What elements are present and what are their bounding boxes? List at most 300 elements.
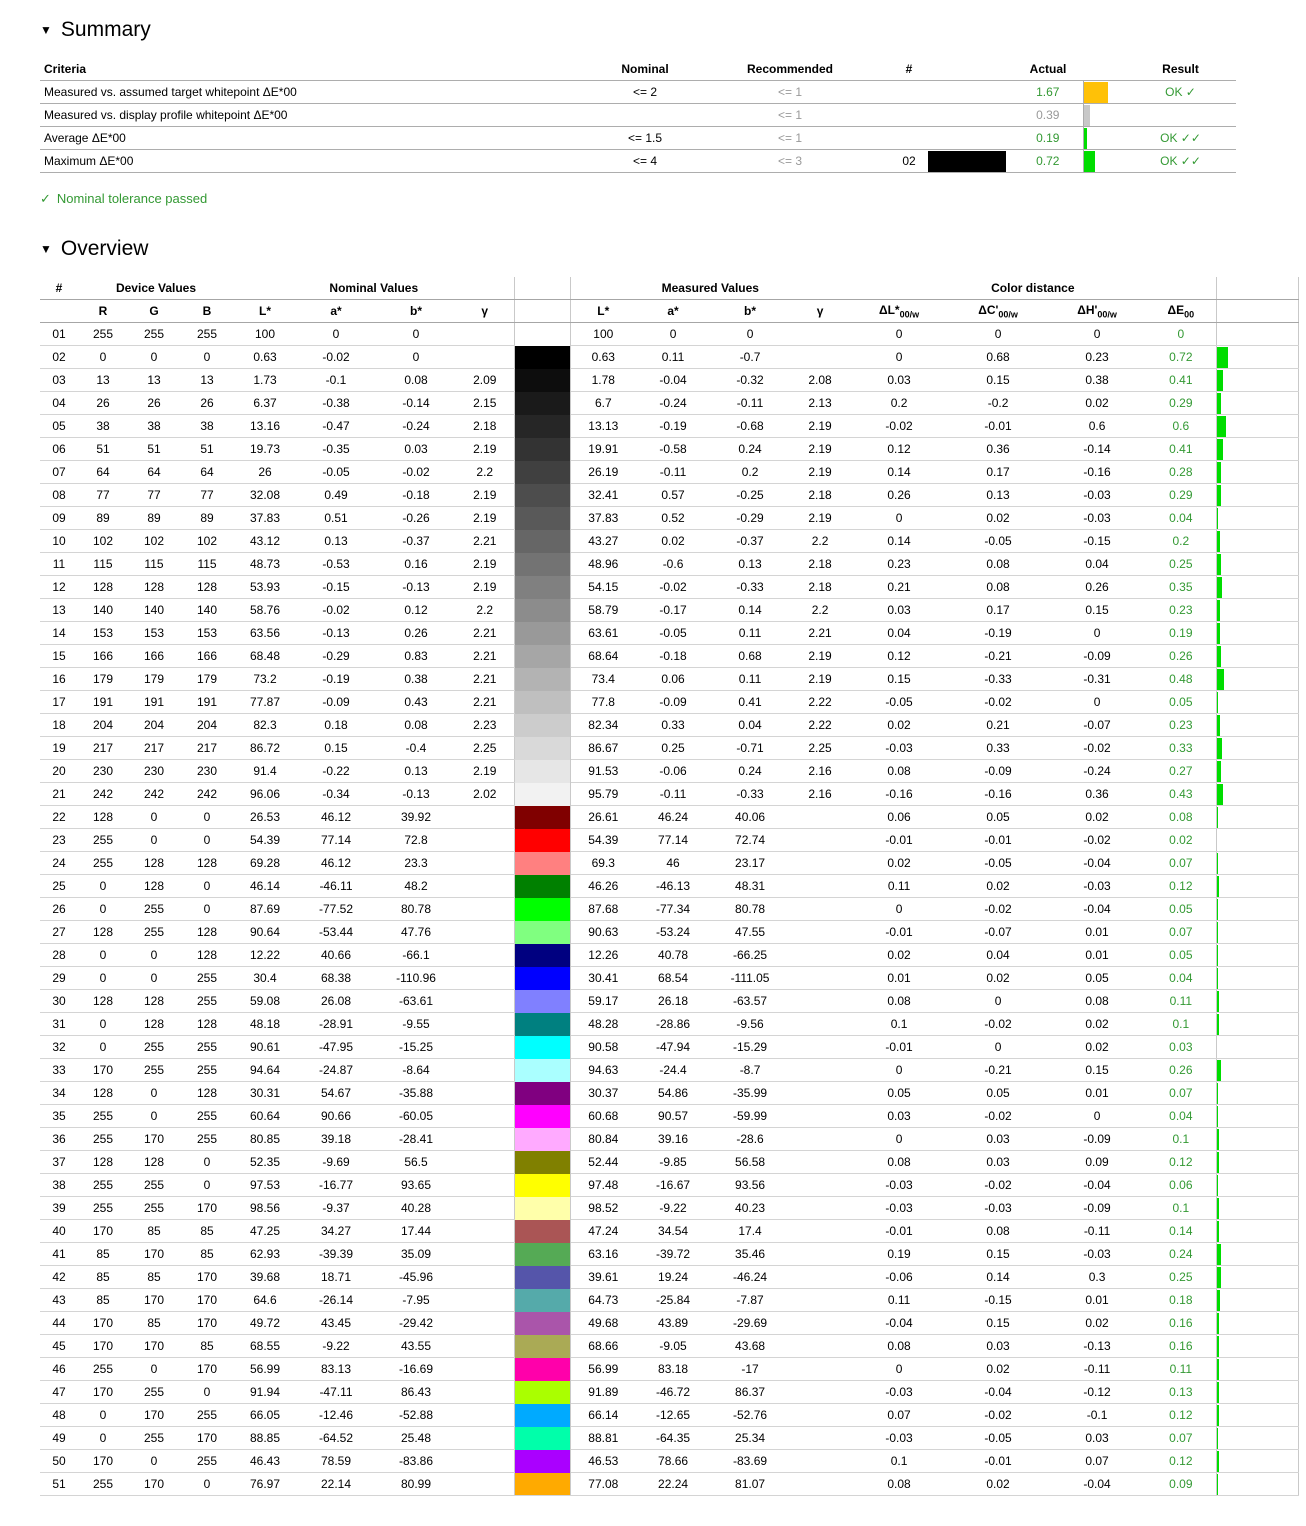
measured-gamma: 2.13 [790, 392, 850, 415]
delta-h: 0.02 [1048, 806, 1146, 829]
patch-row-02[interactable] [40, 346, 1298, 369]
device-r: 26 [78, 392, 128, 415]
delta-e-bar [1217, 692, 1218, 713]
measured-gamma [790, 323, 850, 346]
nominal-gamma [456, 852, 514, 875]
nominal-l: 48.18 [234, 1013, 296, 1036]
col-group-bar-spacer [1216, 277, 1298, 300]
device-g: 0 [128, 944, 180, 967]
nominal-gamma: 2.19 [456, 576, 514, 599]
device-b: 85 [180, 1220, 234, 1243]
nominal-a: 90.66 [296, 1105, 376, 1128]
patch-row-14[interactable] [40, 622, 1298, 645]
measured-b: 0.04 [710, 714, 790, 737]
measured-l: 30.37 [570, 1082, 636, 1105]
col-nominal: Nominal [600, 58, 690, 81]
nominal-l: 26 [234, 461, 296, 484]
nominal-a: 0.51 [296, 507, 376, 530]
nominal-a: -0.35 [296, 438, 376, 461]
patch-row-03[interactable] [40, 369, 1298, 392]
delta-e: 0.1 [1146, 1197, 1216, 1220]
col-measured-a: a* [636, 300, 710, 323]
recommended-value: <= 1 [690, 104, 890, 127]
device-b: 170 [180, 1358, 234, 1381]
patch-row-26[interactable] [40, 898, 1298, 921]
device-b: 204 [180, 714, 234, 737]
patch-swatch-cell [928, 150, 1013, 173]
delta-l: -0.01 [850, 1036, 948, 1059]
patch-id: 46 [40, 1358, 78, 1381]
delta-e-bar-cell [1216, 1197, 1298, 1220]
nominal-a: 40.66 [296, 944, 376, 967]
patch-row-34[interactable] [40, 1082, 1298, 1105]
nominal-l: 37.83 [234, 507, 296, 530]
nominal-b: -63.61 [376, 990, 456, 1013]
recommended-value: <= 3 [690, 150, 890, 173]
measured-l: 63.16 [570, 1243, 636, 1266]
nominal-l: 26.53 [234, 806, 296, 829]
magnitude-bar [1084, 105, 1090, 126]
measured-b: -59.99 [710, 1105, 790, 1128]
device-b: 140 [180, 599, 234, 622]
delta-c: -0.05 [948, 1427, 1048, 1450]
nominal-a: -0.53 [296, 553, 376, 576]
patch-id: 28 [40, 944, 78, 967]
device-r: 179 [78, 668, 128, 691]
actual-bar-cell [1083, 81, 1125, 104]
nominal-b: -83.86 [376, 1450, 456, 1473]
nominal-gamma [456, 1404, 514, 1427]
delta-e-bar-cell [1216, 622, 1298, 645]
device-g: 128 [128, 1013, 180, 1036]
patch-id: 03 [40, 369, 78, 392]
nominal-value: <= 4 [600, 150, 690, 173]
device-g: 170 [128, 1289, 180, 1312]
delta-c: 0.02 [948, 1358, 1048, 1381]
device-r: 38 [78, 415, 128, 438]
device-g: 255 [128, 1197, 180, 1220]
device-b: 255 [180, 967, 234, 990]
delta-e: 0.05 [1146, 898, 1216, 921]
delta-e: 0.1 [1146, 1128, 1216, 1151]
delta-c: -0.19 [948, 622, 1048, 645]
measured-b: -29.69 [710, 1312, 790, 1335]
device-r: 255 [78, 323, 128, 346]
nominal-a: -64.52 [296, 1427, 376, 1450]
measured-b: -8.7 [710, 1059, 790, 1082]
patch-row-33[interactable] [40, 1059, 1298, 1082]
patch-row-37[interactable] [40, 1151, 1298, 1174]
patch-row-09[interactable] [40, 507, 1298, 530]
nominal-a: 22.14 [296, 1473, 376, 1496]
patch-row-23[interactable] [40, 829, 1298, 852]
measured-l: 66.14 [570, 1404, 636, 1427]
device-b: 85 [180, 1243, 234, 1266]
device-r: 0 [78, 346, 128, 369]
device-r: 115 [78, 553, 128, 576]
patch-row-01[interactable] [40, 323, 1298, 346]
patch-row-08[interactable] [40, 484, 1298, 507]
nominal-gamma [456, 967, 514, 990]
delta-e: 0.11 [1146, 1358, 1216, 1381]
patch-color-swatch [514, 944, 570, 967]
delta-e-bar-cell [1216, 553, 1298, 576]
nominal-b: -0.37 [376, 530, 456, 553]
device-r: 85 [78, 1289, 128, 1312]
delta-e: 0.07 [1146, 1427, 1216, 1450]
device-r: 140 [78, 599, 128, 622]
patch-row-24[interactable] [40, 852, 1298, 875]
delta-h: -0.16 [1048, 461, 1146, 484]
nominal-l: 46.43 [234, 1450, 296, 1473]
device-r: 255 [78, 1128, 128, 1151]
patch-swatch-cell [928, 104, 1013, 127]
delta-e: 0.12 [1146, 1151, 1216, 1174]
device-r: 64 [78, 461, 128, 484]
nominal-a: -0.05 [296, 461, 376, 484]
col-measured-l: L* [570, 300, 636, 323]
delta-h: 0.26 [1048, 576, 1146, 599]
patch-row-15[interactable] [40, 645, 1298, 668]
col-delta-c: $\Delta C'_{00/w}$ [948, 300, 1048, 323]
delta-h: -0.09 [1048, 645, 1146, 668]
measured-gamma [790, 1013, 850, 1036]
patch-id: 38 [40, 1174, 78, 1197]
delta-c: 0 [948, 323, 1048, 346]
nominal-gamma: 2.18 [456, 415, 514, 438]
delta-e: 0.07 [1146, 852, 1216, 875]
patch-row-30[interactable] [40, 990, 1298, 1013]
col-delta-l: $\Delta L*_{00/w}$ [850, 300, 948, 323]
delta-e: 0.07 [1146, 1082, 1216, 1105]
nominal-b: 86.43 [376, 1381, 456, 1404]
patch-row-42[interactable] [40, 1266, 1298, 1289]
delta-e: 0.48 [1146, 668, 1216, 691]
col-number: # [890, 58, 928, 81]
patch-row-21[interactable] [40, 783, 1298, 806]
device-g: 85 [128, 1266, 180, 1289]
patch-row-40[interactable] [40, 1220, 1298, 1243]
delta-e: 0.02 [1146, 829, 1216, 852]
patch-id: 20 [40, 760, 78, 783]
delta-h: 0.3 [1048, 1266, 1146, 1289]
patch-row-51[interactable] [40, 1473, 1298, 1496]
delta-e-bar-cell [1216, 668, 1298, 691]
device-g: 170 [128, 1128, 180, 1151]
delta-h: 0 [1048, 323, 1146, 346]
patch-row-16[interactable] [40, 668, 1298, 691]
nominal-gamma [456, 1243, 514, 1266]
delta-c: -0.02 [948, 898, 1048, 921]
delta-e-bar-cell [1216, 990, 1298, 1013]
delta-l: 0.07 [850, 1404, 948, 1427]
patch-row-50[interactable] [40, 1450, 1298, 1473]
nominal-gamma [456, 1220, 514, 1243]
patch-row-27[interactable] [40, 921, 1298, 944]
nominal-b: -9.55 [376, 1013, 456, 1036]
patch-row-32[interactable] [40, 1036, 1298, 1059]
patch-row-35[interactable] [40, 1105, 1298, 1128]
measured-b: 56.58 [710, 1151, 790, 1174]
patch-row-06[interactable] [40, 438, 1298, 461]
patch-color-swatch [514, 1312, 570, 1335]
measured-b: 40.23 [710, 1197, 790, 1220]
delta-e-bar [1217, 669, 1224, 690]
delta-c: -0.16 [948, 783, 1048, 806]
delta-e-bar [1217, 600, 1220, 621]
patch-color-swatch [514, 1381, 570, 1404]
measured-l: 80.84 [570, 1128, 636, 1151]
nominal-l: 13.16 [234, 415, 296, 438]
device-g: 128 [128, 576, 180, 599]
patch-id: 50 [40, 1450, 78, 1473]
nominal-b: -0.18 [376, 484, 456, 507]
patch-row-29[interactable] [40, 967, 1298, 990]
measured-gamma: 2.22 [790, 714, 850, 737]
delta-c: -0.02 [948, 1105, 1048, 1128]
patch-row-38[interactable] [40, 1174, 1298, 1197]
device-g: 102 [128, 530, 180, 553]
patch-row-04[interactable] [40, 392, 1298, 415]
nominal-l: 63.56 [234, 622, 296, 645]
measured-gamma [790, 1450, 850, 1473]
device-g: 128 [128, 990, 180, 1013]
patch-row-44[interactable] [40, 1312, 1298, 1335]
device-r: 102 [78, 530, 128, 553]
overview-sub-header-row [40, 300, 1298, 323]
delta-c: -0.02 [948, 691, 1048, 714]
delta-l: 0.26 [850, 484, 948, 507]
measured-l: 73.4 [570, 668, 636, 691]
measured-gamma [790, 1082, 850, 1105]
measured-b: 23.17 [710, 852, 790, 875]
delta-e-bar-cell [1216, 576, 1298, 599]
summary-section-title[interactable] [40, 18, 1306, 42]
device-r: 77 [78, 484, 128, 507]
device-r: 128 [78, 1082, 128, 1105]
nominal-b: 80.99 [376, 1473, 456, 1496]
delta-h: -0.13 [1048, 1335, 1146, 1358]
delta-h: -0.03 [1048, 507, 1146, 530]
nominal-gamma [456, 1105, 514, 1128]
delta-l: 0.15 [850, 668, 948, 691]
device-g: 255 [128, 921, 180, 944]
nominal-b: 17.44 [376, 1220, 456, 1243]
delta-l: 0.14 [850, 461, 948, 484]
patch-row-18[interactable] [40, 714, 1298, 737]
delta-e-bar-cell [1216, 1036, 1298, 1059]
nominal-a: -47.95 [296, 1036, 376, 1059]
measured-a: 19.24 [636, 1266, 710, 1289]
delta-l: -0.01 [850, 829, 948, 852]
patch-id: 21 [40, 783, 78, 806]
patch-row-31[interactable] [40, 1013, 1298, 1036]
patch-row-25[interactable] [40, 875, 1298, 898]
summary-table [40, 58, 1236, 173]
patch-id: 02 [40, 346, 78, 369]
device-g: 170 [128, 1335, 180, 1358]
col-measured-gamma: γ [790, 300, 850, 323]
measured-b: 81.07 [710, 1473, 790, 1496]
overview-section-title[interactable] [40, 237, 1306, 261]
measured-gamma [790, 1404, 850, 1427]
device-b: 128 [180, 921, 234, 944]
delta-e-bar [1217, 853, 1218, 874]
measured-a: 39.16 [636, 1128, 710, 1151]
delta-l: 0.19 [850, 1243, 948, 1266]
device-r: 85 [78, 1243, 128, 1266]
measured-a: 83.18 [636, 1358, 710, 1381]
nominal-l: 19.73 [234, 438, 296, 461]
patch-swatch-cell [928, 81, 1013, 104]
patch-row-48[interactable] [40, 1404, 1298, 1427]
delta-l: -0.03 [850, 1174, 948, 1197]
delta-e-bar-cell [1216, 1220, 1298, 1243]
delta-e: 0 [1146, 323, 1216, 346]
nominal-l: 68.48 [234, 645, 296, 668]
patch-row-43[interactable] [40, 1289, 1298, 1312]
measured-gamma [790, 1036, 850, 1059]
nominal-a: -26.14 [296, 1289, 376, 1312]
patch-color-swatch [514, 645, 570, 668]
patch-row-11[interactable] [40, 553, 1298, 576]
patch-row-36[interactable] [40, 1128, 1298, 1151]
delta-e-bar [1217, 945, 1218, 966]
delta-e-bar [1217, 1474, 1218, 1495]
patch-color-swatch [514, 1404, 570, 1427]
delta-h: -0.31 [1048, 668, 1146, 691]
patch-row-46[interactable] [40, 1358, 1298, 1381]
col-measured-b: b* [710, 300, 790, 323]
nominal-gamma: 2.19 [456, 438, 514, 461]
patch-row-22[interactable] [40, 806, 1298, 829]
nominal-l: 100 [234, 323, 296, 346]
measured-b: 0.11 [710, 622, 790, 645]
measured-gamma: 2.16 [790, 783, 850, 806]
device-g: 170 [128, 1473, 180, 1496]
nominal-gamma [456, 1174, 514, 1197]
nominal-l: 43.12 [234, 530, 296, 553]
delta-c: 0.33 [948, 737, 1048, 760]
measured-a: -9.85 [636, 1151, 710, 1174]
patch-row-12[interactable] [40, 576, 1298, 599]
delta-e: 0.26 [1146, 1059, 1216, 1082]
delta-c: 0.15 [948, 369, 1048, 392]
nominal-a: 46.12 [296, 806, 376, 829]
nominal-b: 43.55 [376, 1335, 456, 1358]
nominal-l: 54.39 [234, 829, 296, 852]
measured-l: 32.41 [570, 484, 636, 507]
nominal-a: 0.49 [296, 484, 376, 507]
patch-color-swatch [514, 668, 570, 691]
delta-l: 0.02 [850, 852, 948, 875]
patch-row-13[interactable] [40, 599, 1298, 622]
col-group-number: # [40, 277, 78, 300]
delta-c: -0.02 [948, 1013, 1048, 1036]
nominal-a: -9.37 [296, 1197, 376, 1220]
delta-h: 0.02 [1048, 1013, 1146, 1036]
patch-row-05[interactable] [40, 415, 1298, 438]
device-g: 166 [128, 645, 180, 668]
patch-row-20[interactable] [40, 760, 1298, 783]
measured-l: 91.89 [570, 1381, 636, 1404]
patch-row-41[interactable] [40, 1243, 1298, 1266]
nominal-a: -0.09 [296, 691, 376, 714]
nominal-gamma [456, 1013, 514, 1036]
delta-l: 0.04 [850, 622, 948, 645]
delta-e-bar-cell [1216, 1151, 1298, 1174]
patch-row-28[interactable] [40, 944, 1298, 967]
nominal-b: -0.13 [376, 576, 456, 599]
check-icon: ✓ [40, 191, 51, 206]
delta-e-bar [1217, 646, 1221, 667]
measured-b: -0.25 [710, 484, 790, 507]
measured-a: 90.57 [636, 1105, 710, 1128]
delta-e-bar [1217, 347, 1228, 368]
device-r: 51 [78, 438, 128, 461]
delta-c: 0.17 [948, 461, 1048, 484]
measured-gamma: 2.19 [790, 461, 850, 484]
col-nominal-a: a* [296, 300, 376, 323]
measured-l: 63.61 [570, 622, 636, 645]
delta-h: -0.12 [1048, 1381, 1146, 1404]
patch-row-45[interactable] [40, 1335, 1298, 1358]
delta-e-bar [1217, 1428, 1218, 1449]
patch-row-10[interactable] [40, 530, 1298, 553]
delta-h: -0.1 [1048, 1404, 1146, 1427]
nominal-gamma [456, 1151, 514, 1174]
patch-row-17[interactable] [40, 691, 1298, 714]
delta-e-bar [1217, 393, 1221, 414]
device-g: 0 [128, 806, 180, 829]
measured-gamma: 2.19 [790, 645, 850, 668]
patch-color-swatch [514, 576, 570, 599]
measured-l: 1.78 [570, 369, 636, 392]
patch-color-swatch [514, 1151, 570, 1174]
measured-l: 69.3 [570, 852, 636, 875]
patch-row-19[interactable] [40, 737, 1298, 760]
nominal-b: 0.08 [376, 714, 456, 737]
delta-h: -0.04 [1048, 1473, 1146, 1496]
patch-id: 37 [40, 1151, 78, 1174]
nominal-gamma: 2.09 [456, 369, 514, 392]
measured-b: 80.78 [710, 898, 790, 921]
overview-group-header-row [40, 277, 1298, 300]
patch-row-39[interactable] [40, 1197, 1298, 1220]
patch-row-07[interactable] [40, 461, 1298, 484]
measured-a: 0.52 [636, 507, 710, 530]
patch-color-swatch [514, 1128, 570, 1151]
delta-c: -0.02 [948, 1174, 1048, 1197]
measured-a: -64.35 [636, 1427, 710, 1450]
device-g: 170 [128, 1404, 180, 1427]
nominal-gamma: 2.02 [456, 783, 514, 806]
nominal-b: 0.43 [376, 691, 456, 714]
measured-a: -28.86 [636, 1013, 710, 1036]
device-r: 170 [78, 1450, 128, 1473]
nominal-a: -0.1 [296, 369, 376, 392]
nominal-b: -45.96 [376, 1266, 456, 1289]
patch-row-49[interactable] [40, 1427, 1298, 1450]
measured-l: 95.79 [570, 783, 636, 806]
delta-e-bar-cell [1216, 346, 1298, 369]
patch-row-47[interactable] [40, 1381, 1298, 1404]
nominal-l: 86.72 [234, 737, 296, 760]
delta-e-bar-cell [1216, 944, 1298, 967]
delta-c: -0.01 [948, 1450, 1048, 1473]
delta-e-bar [1217, 1359, 1219, 1380]
patch-id: 26 [40, 898, 78, 921]
